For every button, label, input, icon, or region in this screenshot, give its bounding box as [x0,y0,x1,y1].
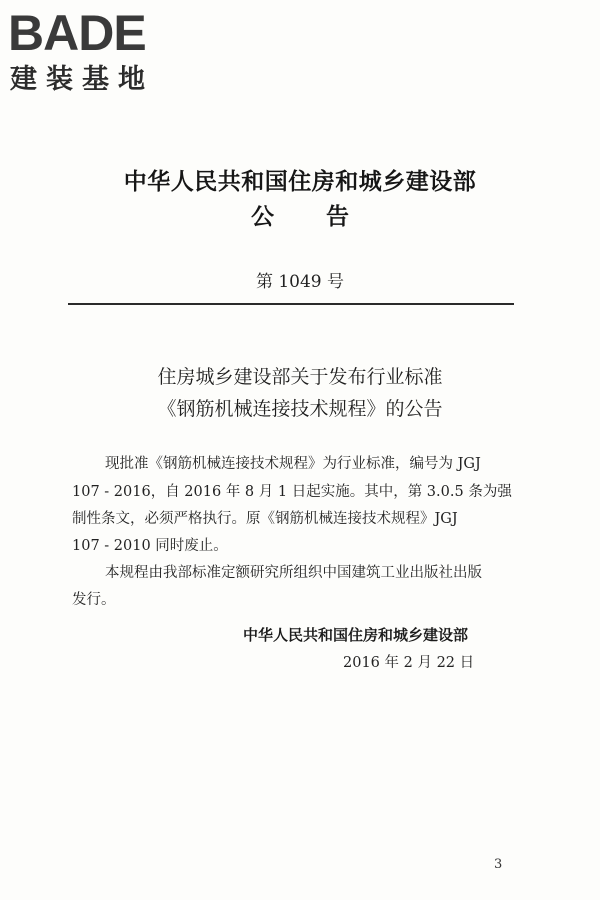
issue-number: 第 1049 号 [255,272,345,292]
signature-date: 2016 年 2 月 22 日 [343,655,475,671]
document-heading-line-2: 《钢筋机械连接技术规程》的公告 [157,398,443,420]
issuer-name: 中华人民共和国住房和城乡建设部 [123,169,477,195]
body-line: 107 - 2010 同时废止。 [72,538,228,554]
header-divider [68,303,514,305]
logo-subtitle: 建装基地 [10,64,154,94]
body-line: 现批准《钢筋机械连接技术规程》为行业标准，编号为 JGJ [105,456,481,472]
bade-logo [6,4,176,94]
notice-title: 公告 [251,204,401,230]
bade-logo-graphic [6,4,176,94]
page-number: 3 [494,857,503,872]
logo-wordmark: BADE [8,5,146,61]
body-line: 107 - 2016，自 2016 年 8 月 1 日起实施。其中，第 3.0.5 条为强 [72,484,512,500]
body-line: 发行。 [72,592,116,608]
document-heading-line-1: 住房城乡建设部关于发布行业标准 [157,366,443,388]
body-line: 本规程由我部标准定额研究所组织中国建筑工业出版社出版 [105,565,482,581]
signature-issuer: 中华人民共和国住房和城乡建设部 [243,626,469,644]
body-line: 制性条文，必须严格执行。原《钢筋机械连接技术规程》JGJ [72,511,458,527]
